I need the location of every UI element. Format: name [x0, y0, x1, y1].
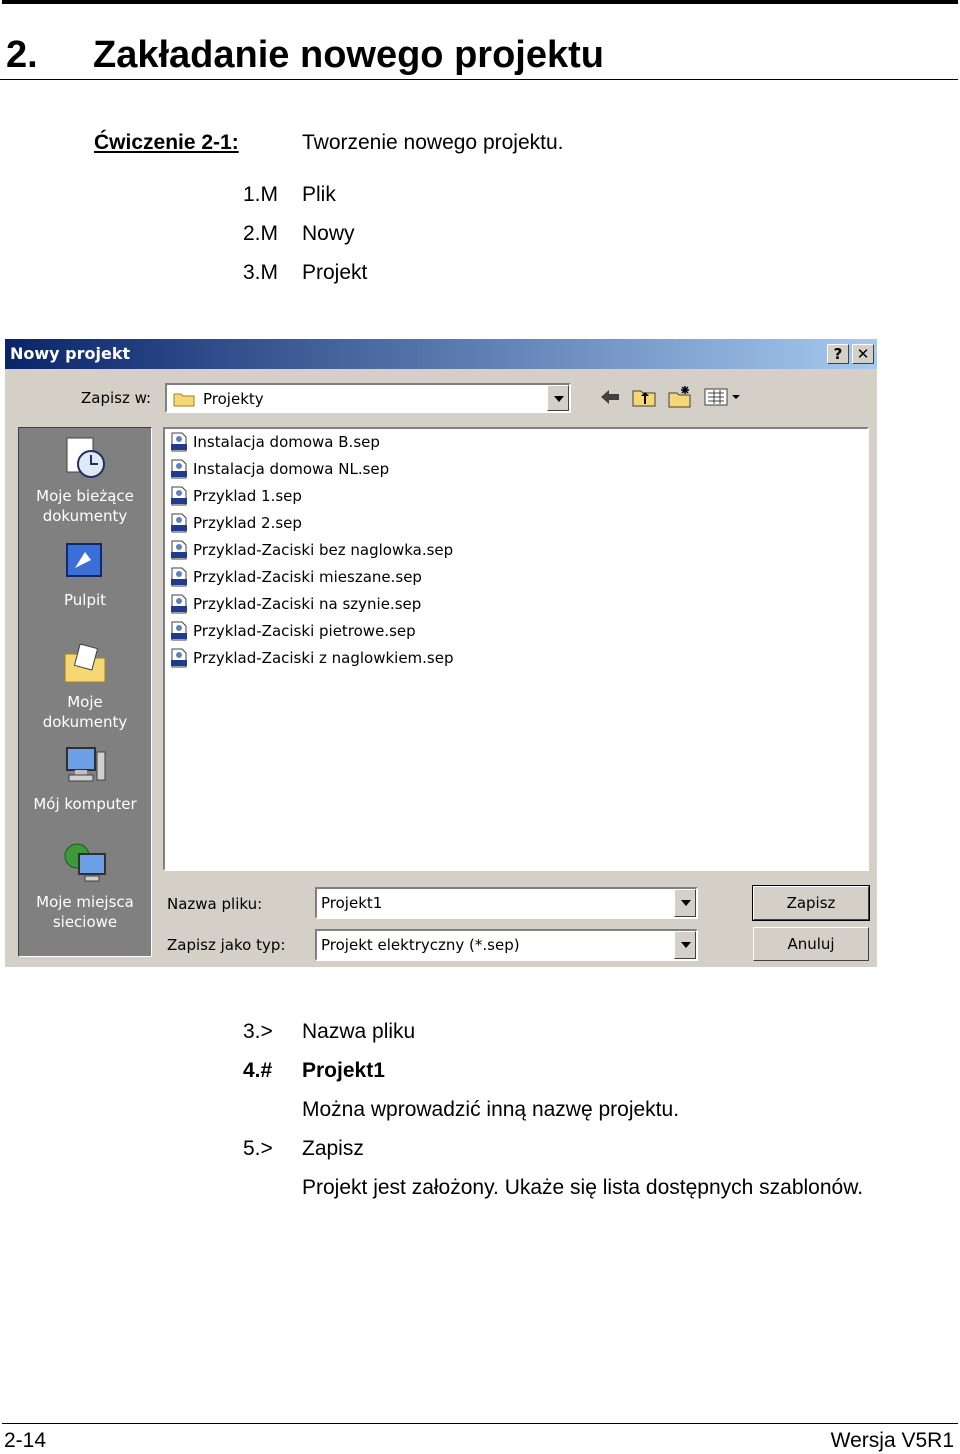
new-folder-icon[interactable]	[667, 385, 693, 409]
list-item[interactable]	[169, 486, 302, 508]
step-text: Projekt	[302, 261, 368, 284]
file-name: Przyklad-Zaciski pietrowe.sep	[193, 622, 416, 640]
step-text: Nazwa pliku	[302, 1020, 416, 1043]
place-label: Pulpit	[63, 591, 107, 609]
dialog-titlebar	[5, 339, 877, 369]
step-number: 4.#	[243, 1059, 273, 1082]
sep-file-icon	[169, 567, 189, 587]
step-note: Można wprowadzić inną nazwę projektu.	[302, 1098, 680, 1121]
place-label: Moje bieżące	[36, 487, 134, 505]
step-number: 2.M	[243, 222, 279, 245]
chevron-down-icon[interactable]	[547, 385, 569, 411]
sep-file-icon	[169, 486, 189, 506]
filetype-value: Projekt elektryczny (*.sep)	[321, 936, 520, 954]
exercise-label: Ćwiczenie 2-1:	[94, 131, 239, 154]
file-name: Przyklad-Zaciski bez naglowka.sep	[193, 541, 454, 559]
file-name: Przyklad-Zaciski na szynie.sep	[193, 595, 422, 613]
new-project-dialog	[5, 339, 877, 967]
filename-value: Projekt1	[321, 894, 383, 912]
version-label: Wersja V5R1	[830, 1429, 954, 1452]
network-places-icon	[61, 840, 109, 888]
file-name: Instalacja domowa B.sep	[193, 433, 380, 451]
step-text: Zapisz	[302, 1137, 364, 1160]
my-computer-icon	[61, 742, 109, 790]
place-my-computer[interactable]	[19, 742, 151, 814]
list-item[interactable]	[169, 432, 380, 454]
chapter-heading	[0, 4, 958, 80]
cancel-button[interactable]: Anuluj	[753, 927, 869, 961]
footer-rule	[2, 1423, 958, 1424]
file-name: Instalacja domowa NL.sep	[193, 460, 390, 478]
help-button[interactable]: ?	[827, 344, 849, 364]
chevron-down-icon[interactable]	[674, 889, 696, 917]
place-recent-documents[interactable]	[19, 434, 151, 526]
sep-file-icon	[169, 648, 189, 668]
place-label: Moje miejsca	[36, 893, 134, 911]
view-menu-icon[interactable]	[703, 385, 743, 409]
page-number: 2-14	[4, 1429, 47, 1452]
sep-file-icon	[169, 432, 189, 452]
save-in-label: Zapisz w:	[81, 389, 152, 407]
place-label: Moje	[67, 693, 103, 711]
places-bar	[18, 427, 152, 957]
sep-file-icon	[169, 621, 189, 641]
file-name: Przyklad 1.sep	[193, 487, 302, 505]
place-desktop[interactable]	[19, 538, 151, 610]
place-network-places[interactable]	[19, 840, 151, 932]
dialog-title: Nowy projekt	[10, 344, 131, 363]
step-text: Nowy	[302, 222, 355, 245]
sep-file-icon	[169, 459, 189, 479]
step-number: 3.>	[243, 1020, 273, 1043]
save-in-value: Projekty	[203, 390, 264, 408]
step-text: Plik	[302, 183, 336, 206]
step-note: Projekt jest założony. Ukaże się lista dostępnych szablonów.	[302, 1176, 864, 1199]
list-item[interactable]	[169, 594, 421, 616]
back-arrow-icon[interactable]	[597, 385, 623, 409]
step-number: 3.M	[243, 261, 279, 284]
desktop-icon	[61, 538, 109, 586]
place-label: sieciowe	[52, 913, 118, 931]
step-number: 5.>	[243, 1137, 273, 1160]
exercise-text: Tworzenie nowego projektu.	[302, 131, 564, 154]
file-name: Przyklad-Zaciski mieszane.sep	[193, 568, 422, 586]
recent-documents-icon	[61, 434, 109, 482]
filetype-label: Zapisz jako typ:	[167, 936, 286, 954]
sep-file-icon	[169, 513, 189, 533]
list-item[interactable]	[169, 459, 389, 481]
filename-field[interactable]	[315, 887, 698, 919]
place-label: dokumenty	[42, 507, 128, 525]
file-name: Przyklad 2.sep	[193, 514, 302, 532]
sep-file-icon	[169, 540, 189, 560]
sep-file-icon	[169, 594, 189, 614]
close-button[interactable]: ✕	[852, 344, 874, 364]
step-text: Projekt1	[302, 1059, 385, 1082]
up-folder-icon[interactable]	[631, 385, 657, 409]
save-button[interactable]: Zapisz	[753, 886, 869, 920]
place-my-documents[interactable]	[19, 640, 151, 732]
filename-label: Nazwa pliku:	[167, 895, 263, 913]
list-item[interactable]	[169, 648, 454, 670]
chapter-title: Zakładanie nowego projektu	[93, 34, 604, 76]
my-documents-icon	[61, 640, 109, 688]
list-item[interactable]	[169, 567, 422, 589]
step-number: 1.M	[243, 183, 279, 206]
file-name: Przyklad-Zaciski z naglowkiem.sep	[193, 649, 454, 667]
chapter-number: 2.	[6, 34, 38, 76]
filetype-select[interactable]	[315, 929, 698, 961]
list-item[interactable]	[169, 513, 302, 535]
list-item[interactable]	[169, 540, 453, 562]
file-list[interactable]	[163, 427, 869, 871]
list-item[interactable]	[169, 621, 416, 643]
save-in-combo[interactable]	[165, 383, 571, 413]
folder-icon	[173, 391, 195, 407]
chevron-down-icon[interactable]	[674, 931, 696, 959]
place-label: Mój komputer	[33, 795, 137, 813]
place-label: dokumenty	[42, 713, 128, 731]
